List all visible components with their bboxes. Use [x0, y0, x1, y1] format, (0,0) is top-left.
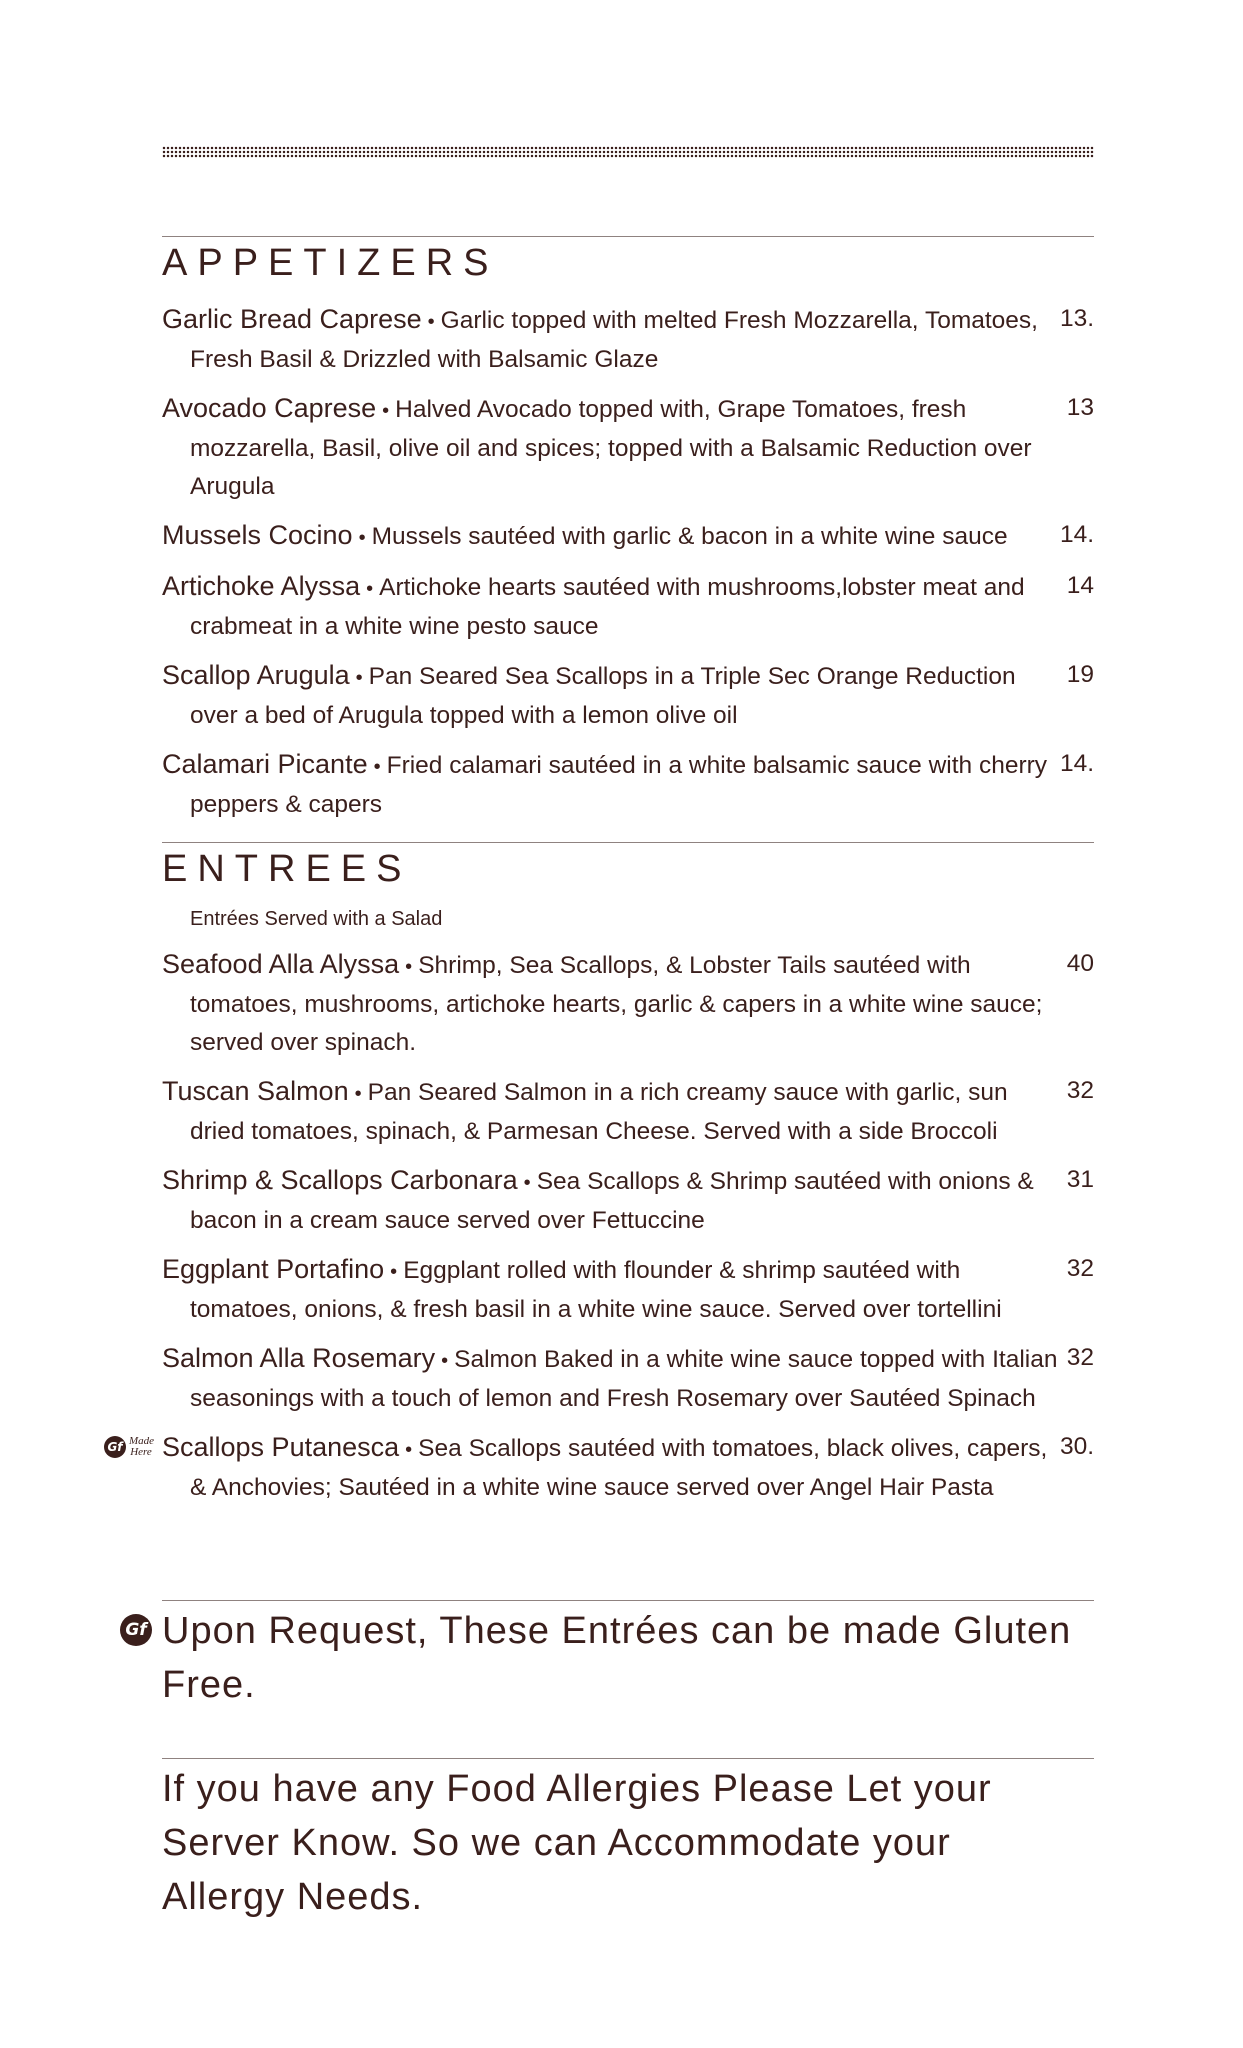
item-name: Tuscan Salmon: [162, 1076, 349, 1106]
item-name: Garlic Bread Caprese: [162, 304, 422, 334]
menu-item: [162, 1072, 1094, 1151]
menu-item: [162, 389, 1094, 506]
gluten-free-notice: Upon Request, These Entrées can be made Gluten Free.: [162, 1610, 1072, 1706]
separator: •: [354, 1083, 362, 1105]
entrees-rule: [162, 842, 1094, 843]
separator: •: [366, 578, 374, 600]
item-price: 14.: [1059, 521, 1094, 548]
item-description: Artichoke hearts sautéed with mushrooms,lobster meat and crabmeat in a white wine pesto sauce: [190, 574, 1025, 640]
menu-item-gluten-free: [107, 1428, 1094, 1507]
appetizers-rule: [162, 236, 1094, 237]
separator: •: [373, 756, 381, 778]
item-price: 13.: [1059, 305, 1094, 332]
entrees-list: [107, 945, 1094, 1517]
gf-made-here-marker: [104, 1436, 153, 1458]
separator: •: [405, 1439, 413, 1461]
entrees-note: Entrées Served with a Salad: [190, 908, 443, 930]
item-description: Salmon Baked in a white wine sauce topped with Italian seasonings with a touch of lemon and Fresh Rosemary over Sautéed Spinach: [190, 1346, 1058, 1412]
item-name: Scallops Putanesca: [162, 1432, 400, 1462]
separator: •: [427, 311, 435, 333]
item-description: Sea Scallops & Shrimp sautéed with onions & bacon in a cream sauce served over Fettuccine: [190, 1168, 1034, 1234]
item-price: 14: [1066, 572, 1094, 599]
item-name: Eggplant Portafino: [162, 1254, 385, 1284]
menu-item: [162, 745, 1094, 824]
item-name: Avocado Caprese: [162, 393, 377, 423]
separator: •: [523, 1172, 531, 1194]
item-price: 19: [1066, 661, 1094, 688]
entrees-title: ENTREES: [162, 848, 412, 890]
item-description: Sea Scallops sautéed with tomatoes, black olives, capers, & Anchovies; Sautéed in a white wine sauce served over Angel Hair Pasta: [190, 1435, 1048, 1501]
item-description: Eggplant rolled with flounder & shrimp sautéed with tomatoes, onions, & fresh basil in a white wine sauce. Served over tortellini: [190, 1257, 1002, 1323]
menu-item: [162, 1339, 1094, 1418]
menu-item: [162, 516, 1094, 557]
separator: •: [382, 400, 390, 422]
made-here-label: Made Here: [129, 1435, 155, 1458]
separator: •: [441, 1350, 449, 1372]
gluten-free-icon: Gf: [120, 1614, 152, 1646]
item-name: Artichoke Alyssa: [162, 571, 361, 601]
appetizers-list: [162, 300, 1094, 834]
dotted-divider: [162, 146, 1094, 158]
separator: •: [405, 956, 413, 978]
separator: •: [390, 1261, 398, 1283]
item-description: Halved Avocado topped with, Grape Tomatoes, fresh mozzarella, Basil, olive oil and spices; topped with a Balsamic Reduction over Arugula: [190, 396, 1032, 500]
menu-item: [162, 656, 1094, 735]
gluten-free-notice-block: [125, 1604, 1094, 1712]
gluten-free-rule: [162, 1600, 1094, 1601]
menu-item: [162, 1161, 1094, 1240]
item-description: Fried calamari sautéed in a white balsamic sauce with cherry peppers & capers: [190, 752, 1048, 818]
item-description: Garlic topped with melted Fresh Mozzarella, Tomatoes, Fresh Basil & Drizzled with Balsamic Glaze: [190, 307, 1038, 373]
item-name: Shrimp & Scallops Carbonara: [162, 1165, 518, 1195]
item-price: 13: [1066, 394, 1094, 421]
appetizers-title: APPETIZERS: [162, 242, 499, 284]
item-price: 32: [1066, 1255, 1094, 1282]
separator: •: [358, 527, 366, 549]
item-name: Mussels Cocino: [162, 520, 353, 550]
item-price: 30.: [1059, 1433, 1094, 1460]
item-price: 40: [1066, 950, 1094, 977]
item-description: Pan Seared Sea Scallops in a Triple Sec Orange Reduction over a bed of Arugula topped with a lemon olive oil: [190, 663, 1016, 729]
item-name: Salmon Alla Rosemary: [162, 1343, 436, 1373]
menu-item: [162, 300, 1094, 379]
allergy-notice: If you have any Food Allergies Please Let your Server Know. So we can Accommodate your Allergy Needs.: [162, 1768, 992, 1918]
item-price: 14.: [1059, 750, 1094, 777]
separator: •: [355, 667, 363, 689]
gluten-free-icon: Gf: [104, 1436, 126, 1458]
item-name: Seafood Alla Alyssa: [162, 949, 400, 979]
menu-item: [162, 1250, 1094, 1329]
item-price: 31: [1066, 1166, 1094, 1193]
item-price: 32: [1066, 1344, 1094, 1371]
item-price: 32: [1066, 1077, 1094, 1104]
menu-item: [162, 567, 1094, 646]
item-name: Scallop Arugula: [162, 660, 350, 690]
item-name: Calamari Picante: [162, 749, 368, 779]
item-description: Pan Seared Salmon in a rich creamy sauce with garlic, sun dried tomatoes, spinach, & Parmesan Cheese. Served with a side Broccoli: [190, 1079, 1008, 1145]
item-description: Shrimp, Sea Scallops, & Lobster Tails sautéed with tomatoes, mushrooms, artichoke hearts, garlic & capers in a white wine sauce; served over spinach.: [190, 952, 1043, 1056]
menu-item: [162, 945, 1094, 1062]
item-description: Mussels sautéed with garlic & bacon in a white wine sauce: [371, 523, 1008, 550]
allergy-rule: [162, 1758, 1094, 1759]
